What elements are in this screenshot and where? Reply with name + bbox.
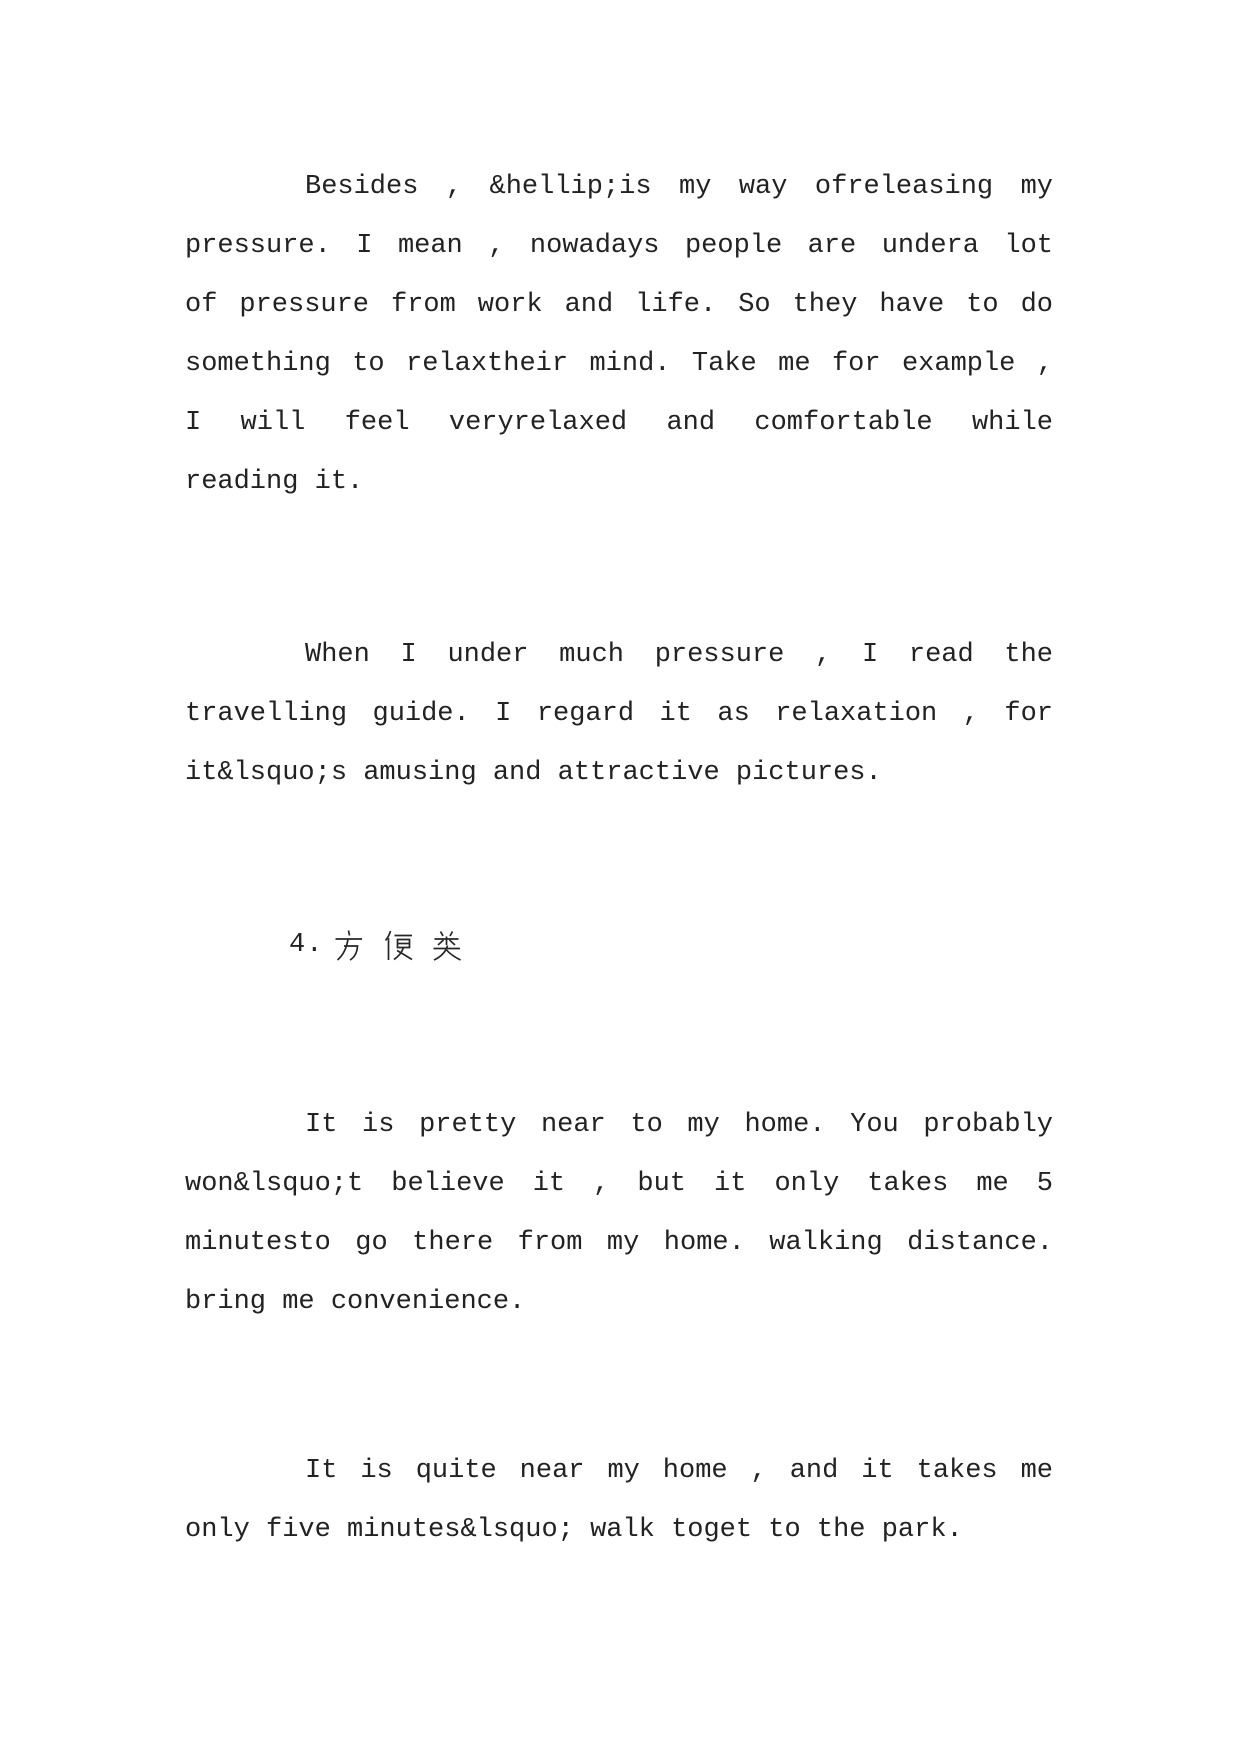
text-line: it&lsquo;s amusing and attractive pictures. xyxy=(185,758,882,788)
hanzi-bian-icon xyxy=(381,929,414,962)
paragraph xyxy=(185,1096,1053,1332)
paragraph xyxy=(185,1442,1053,1560)
text-line: won&lsquo;t believe it , but it only takes me 5 xyxy=(185,1169,1053,1199)
text-line: When I under much pressure , I read the xyxy=(305,640,1053,670)
hanzi-fang-icon xyxy=(332,929,365,962)
text-line: Besides , &hellip;is my way ofreleasing my xyxy=(305,172,1053,202)
heading-hanzi-group xyxy=(332,929,463,962)
heading-number: 4. xyxy=(289,930,324,960)
hanzi-lei-icon xyxy=(430,929,463,962)
text-line: pressure. I mean , nowadays people are undera lot xyxy=(185,231,1053,261)
text-line: reading it. xyxy=(185,467,364,497)
text-line: It is pretty near to my home. You probably xyxy=(305,1110,1053,1140)
text-line: travelling guide. I regard it as relaxation , for xyxy=(185,699,1053,729)
text-line: I will feel veryrelaxed and comfortable while xyxy=(185,408,1053,438)
text-line: minutesto go there from my home. walking distance. xyxy=(185,1228,1053,1258)
text-line: It is quite near my home , and it takes me xyxy=(305,1456,1053,1486)
text-line: of pressure from work and life. So they have to do xyxy=(185,290,1053,320)
text-line: bring me convenience. xyxy=(185,1287,526,1317)
paragraph xyxy=(185,626,1053,803)
section-heading xyxy=(185,928,463,962)
text-line: something to relaxtheir mind. Take me for example , xyxy=(185,349,1053,379)
text-line: only five minutes&lsquo; walk toget to the park. xyxy=(185,1515,963,1545)
paragraph xyxy=(185,158,1053,512)
